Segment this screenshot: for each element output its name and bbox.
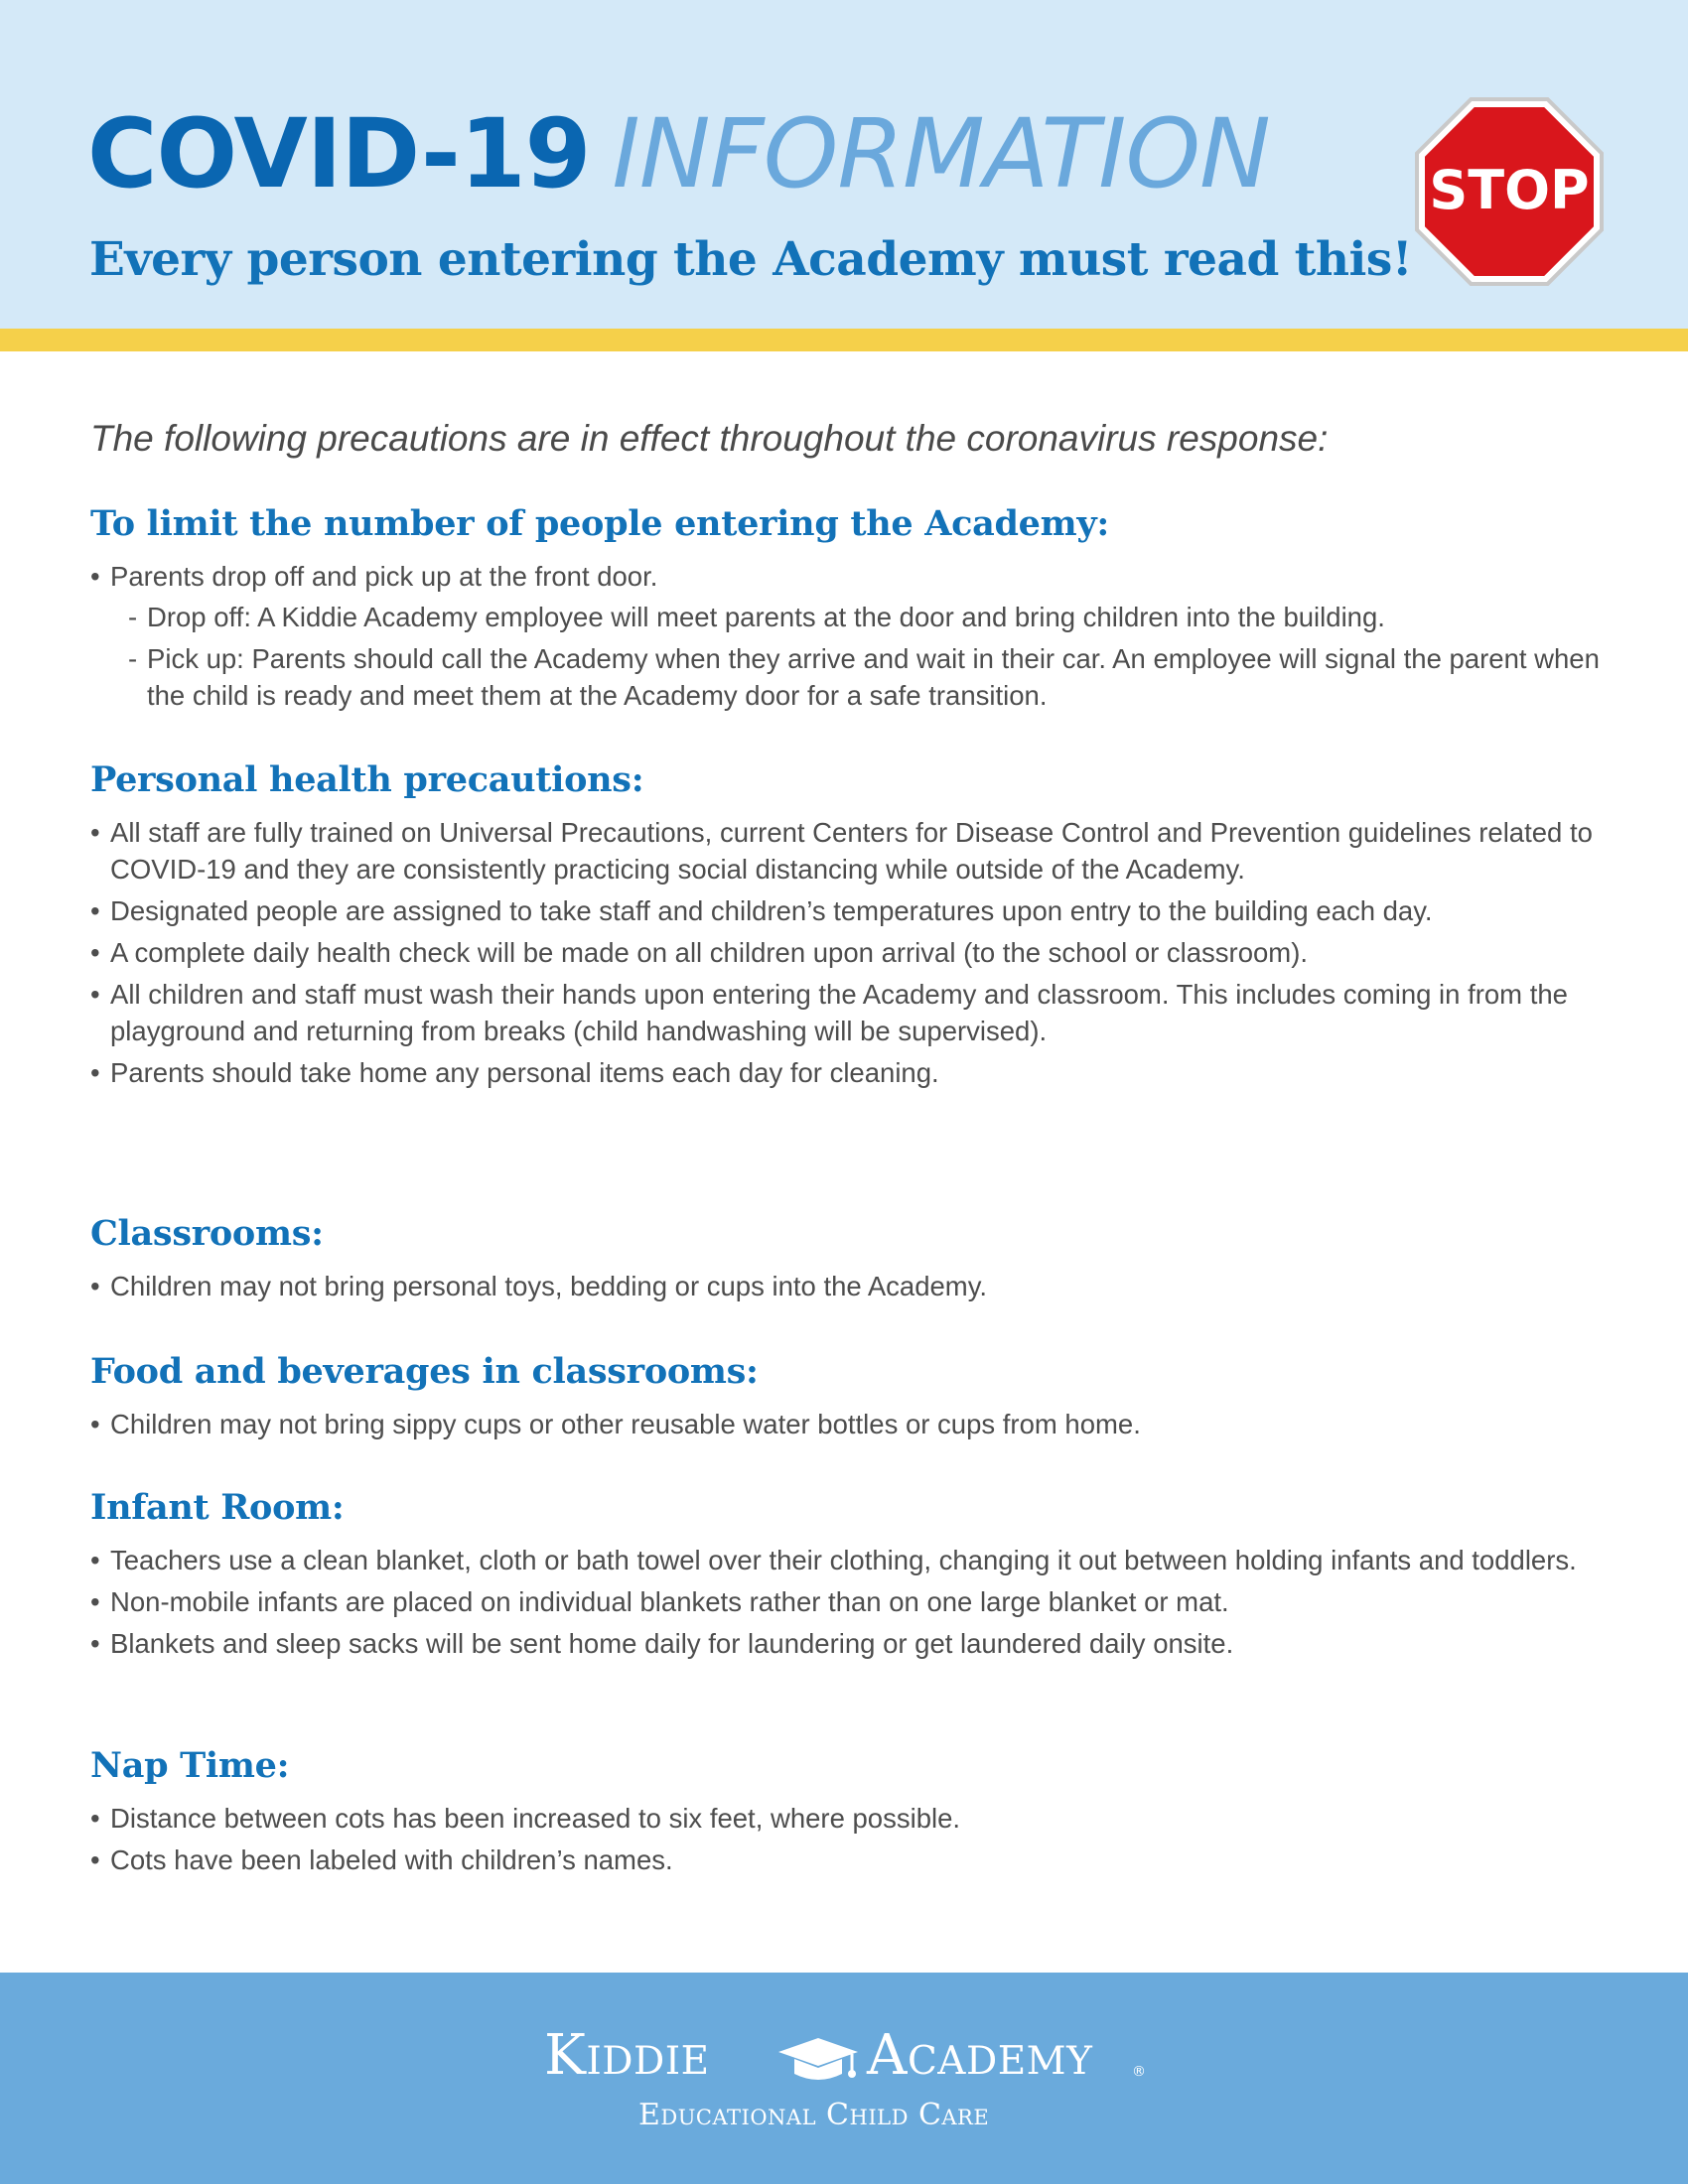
logo-word-kiddie (544, 2024, 710, 2088)
list-item-text: Parents should take home any personal items each day for cleaning. (110, 1057, 939, 1088)
kiddie-academy-logo (544, 2024, 1144, 2143)
list-item (90, 1800, 1600, 1837)
section-limit (90, 502, 1600, 719)
bullet-list (90, 1542, 1600, 1662)
list-item-text: Cots have been labeled with children’s names. (110, 1844, 673, 1875)
graduation-cap-icon (773, 2030, 864, 2090)
list-item (90, 1406, 1600, 1442)
section-nap-time (90, 1744, 1600, 1883)
dash-icon: - (128, 643, 138, 674)
list-item (90, 1542, 1600, 1578)
list-item (90, 892, 1600, 929)
list-item (90, 1625, 1600, 1662)
section-heading: Infant Room: (90, 1487, 345, 1528)
list-item-text: Children may not bring personal toys, bedding or cups into the Academy. (110, 1271, 988, 1301)
bullet-list (90, 1800, 1600, 1878)
page-subtitle: Every person entering the Academy must read this! (89, 232, 1413, 287)
intro-text: The following precautions are in effect throughout the coronavirus response: (90, 418, 1329, 459)
stop-sign-icon (1415, 97, 1604, 286)
section-heading: Personal health precautions: (90, 759, 644, 800)
section-heading: Classrooms: (90, 1213, 324, 1254)
bullet-icon: • (90, 1409, 100, 1439)
list-item-text: All staff are fully trained on Universal Precautions, current Centers for Disease Control and Prevention guidelines related to COVID-19 and they are consistently practicing social distancing while outside of the Academy. (110, 817, 1593, 885)
section-health (90, 758, 1600, 1096)
list-item-text: Children may not bring sippy cups or other reusable water bottles or cups from home. (110, 1409, 1141, 1439)
bullet-icon: • (90, 1844, 100, 1875)
list-item (90, 1842, 1600, 1878)
sub-bullet-list (110, 599, 1600, 714)
title-accent: INFORMATION (612, 98, 1270, 209)
header-stripe (0, 329, 1688, 351)
list-item-text: A complete daily health check will be made on all children upon arrival (to the school or classroom). (110, 937, 1309, 968)
list-item (90, 814, 1600, 887)
section-heading: To limit the number of people entering the Academy: (90, 503, 1110, 544)
list-item-text: Parents drop off and pick up at the front door. (110, 561, 658, 592)
bullet-list (90, 558, 1600, 714)
bullet-icon: • (90, 895, 100, 926)
list-item-text: Blankets and sleep sacks will be sent home daily for laundering or get laundered daily onsite. (110, 1628, 1234, 1659)
list-item (90, 1054, 1600, 1091)
section-classrooms (90, 1212, 1600, 1309)
stop-sign-text: STOP (1429, 159, 1590, 221)
logo-word-academy (867, 2024, 1092, 2088)
sub-list-item-text: Pick up: Parents should call the Academy when they arrive and wait in their car. An employee will signal the parent when the child is ready and meet them at the Academy door for a safe transition. (147, 643, 1600, 711)
bullet-icon: • (90, 561, 100, 592)
section-heading: Food and beverages in classrooms: (90, 1351, 759, 1392)
section-heading: Nap Time: (90, 1745, 290, 1786)
dash-icon: - (128, 602, 138, 632)
logo-word-text: Academy (867, 2023, 1093, 2088)
sub-list-item (110, 599, 1600, 635)
bullet-icon: • (90, 1803, 100, 1834)
bullet-icon: • (90, 1057, 100, 1088)
registered-mark: ® (1132, 2064, 1146, 2080)
bullet-icon: • (90, 817, 100, 848)
list-item-text: Teachers use a clean blanket, cloth or bath towel over their clothing, changing it out between holding infants and toddlers. (110, 1545, 1577, 1575)
list-item (90, 1268, 1600, 1304)
section-infant-room (90, 1486, 1600, 1667)
bullet-icon: • (90, 1586, 100, 1617)
list-item-text: Non-mobile infants are placed on individual blankets rather than on one large blanket or mat. (110, 1586, 1229, 1617)
bullet-icon: • (90, 937, 100, 968)
bullet-icon: • (90, 1545, 100, 1575)
list-item-text: Distance between cots has been increased to six feet, where possible. (110, 1803, 961, 1834)
logo-word-text: Kiddie (544, 2023, 710, 2088)
list-item (90, 976, 1600, 1049)
bullet-list (90, 814, 1600, 1091)
sub-list-item (110, 640, 1600, 714)
sub-list-item-text: Drop off: A Kiddie Academy employee will meet parents at the door and bring children into the building. (147, 602, 1385, 632)
list-item (90, 934, 1600, 971)
list-item-text: Designated people are assigned to take staff and children’s temperatures upon entry to the building each day. (110, 895, 1433, 926)
section-food (90, 1350, 1600, 1447)
page-title (87, 99, 1270, 208)
bullet-icon: • (90, 979, 100, 1010)
bullet-list (90, 1406, 1600, 1442)
list-item (90, 558, 1600, 714)
list-item (90, 1583, 1600, 1620)
logo-tagline: Educational Child Care (638, 2098, 990, 2132)
list-item-text: All children and staff must wash their hands upon entering the Academy and classroom. This includes coming in from the playground and returning from breaks (child handwashing will be supervised). (110, 979, 1568, 1046)
title-main: COVID-19 (87, 98, 591, 209)
bullet-list (90, 1268, 1600, 1304)
bullet-icon: • (90, 1628, 100, 1659)
bullet-icon: • (90, 1271, 100, 1301)
